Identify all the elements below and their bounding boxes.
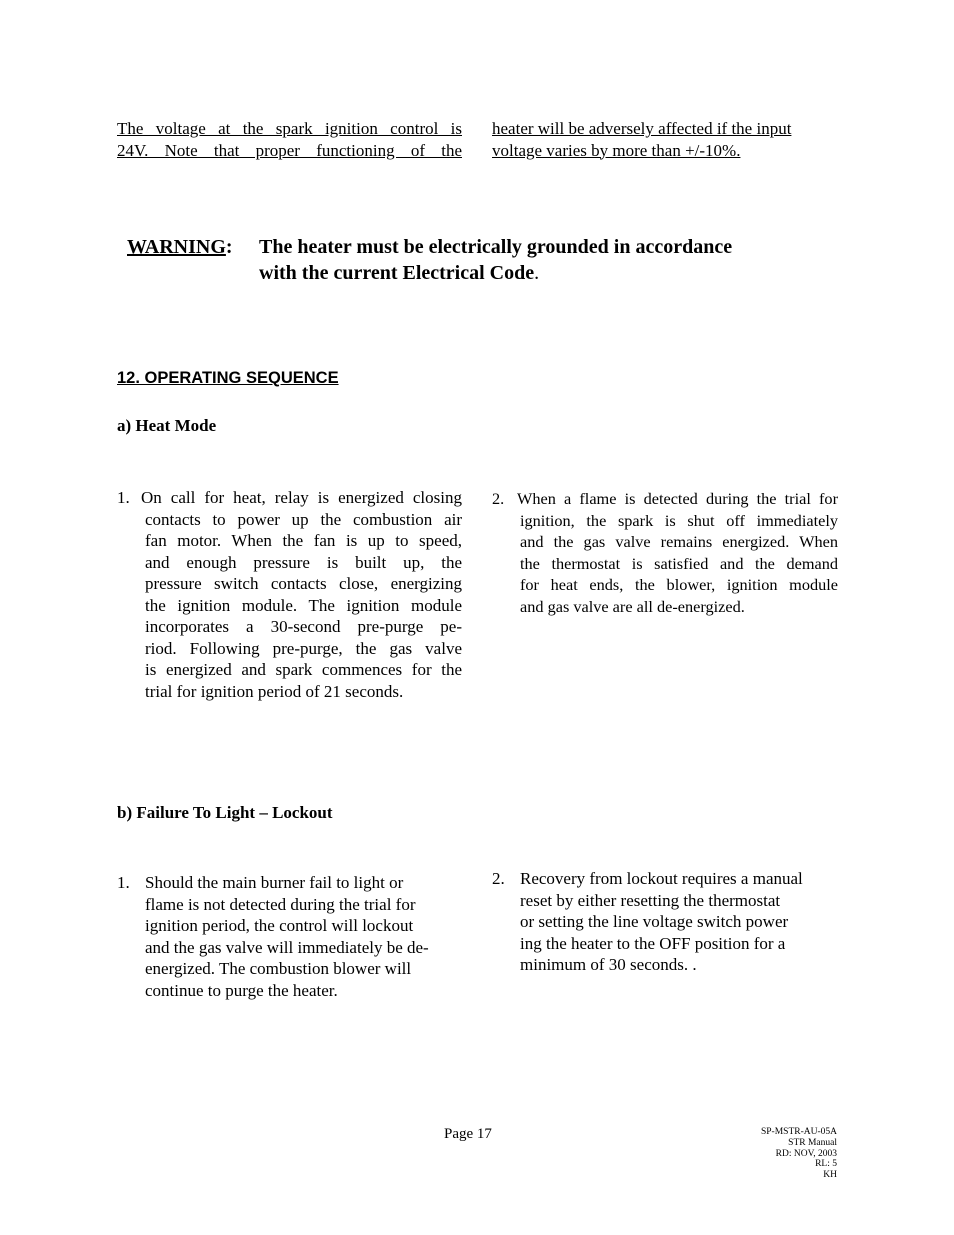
text-line: voltage varies by more than +/-10%.	[492, 140, 741, 160]
text-line: or setting the line voltage switch power	[520, 912, 789, 931]
text-line: ignition, the spark is shut off immediately	[520, 510, 838, 530]
text-line: energized. The combustion blower will	[145, 959, 412, 978]
text-line: reset by either resetting the thermostat	[520, 890, 781, 910]
warning-colon: :	[225, 236, 233, 258]
text-line: riod. Following pre-purge, the gas valve	[145, 638, 462, 658]
text-line: and gas valve are all de-energized.	[520, 596, 745, 616]
text-line: and the gas valve will immediately be de-	[145, 937, 429, 957]
page-number: Page 17	[444, 1126, 492, 1142]
text-line: minimum of 30 seconds. .	[520, 955, 697, 974]
list-number: 1.	[117, 488, 130, 507]
text-line: flame is not detected during the trial for	[145, 894, 416, 914]
text-line: Recovery from lockout requires a manual	[520, 869, 803, 888]
text-line: heater will be adversely affected if the input	[492, 119, 792, 138]
text-line: pressure switch contacts close, energizing	[145, 574, 462, 593]
doc-title: STR Manual	[788, 1137, 837, 1148]
list-number: 2.	[492, 869, 505, 888]
failure-item-1	[117, 872, 462, 1012]
text-line: trial for ignition period of 21 seconds.	[145, 681, 404, 701]
list-text	[520, 868, 838, 976]
doc-id: SP-MSTR-AU-05A	[760, 1127, 837, 1137]
text-line: the thermostat is satisfied and the demand	[520, 553, 838, 573]
top-paragraph-right	[492, 118, 837, 161]
doc-date: RD: NOV, 2003	[775, 1148, 837, 1159]
text-line: The voltage at the spark ignition control is	[117, 119, 462, 138]
text-line: the ignition module. The ignition module	[145, 595, 462, 615]
text-line: ing the heater to the OFF position for a	[520, 933, 786, 953]
text-line: incorporates a 30-second pre-purge pe-	[145, 617, 462, 636]
text-line: ignition period, the control will lockout	[145, 916, 414, 935]
text-line: fan motor. When the fan is up to speed,	[145, 531, 462, 550]
failure-heading: b) Failure To Light – Lockout	[117, 803, 333, 822]
text-line: contacts to power up the combustion air	[145, 509, 462, 529]
list-text	[142, 487, 462, 702]
warning-message	[259, 235, 859, 286]
warning-label	[127, 235, 233, 261]
text-line: On call for heat, relay is energized closing	[141, 488, 462, 507]
text-line: 24V. Note that proper functioning of the	[117, 140, 462, 160]
text-line: Should the main burner fail to light or	[145, 873, 404, 892]
heat-mode-item-1	[117, 487, 462, 707]
heat-mode-item-2	[492, 488, 838, 628]
text-line: for heat ends, the blower, ignition module	[520, 575, 838, 594]
doc-revision: RL: 5	[815, 1159, 837, 1170]
text-line: is energized and spark commences for the	[145, 660, 462, 679]
list-number: 2.	[492, 489, 505, 508]
section-title: 12. OPERATING SEQUENCE	[117, 369, 339, 387]
warning-word: WARNING	[127, 236, 226, 258]
list-text	[145, 872, 462, 1001]
list-number: 1.	[117, 873, 130, 892]
list-text	[517, 488, 838, 617]
top-paragraph-left	[117, 118, 462, 161]
text-line: and enough pressure is built up, the	[145, 552, 462, 572]
text-line: and the gas valve remains energized. When	[520, 532, 838, 551]
failure-item-2	[492, 868, 838, 988]
text-line: continue to purge the heater.	[145, 980, 338, 1000]
warning-line-2: with the current Electrical Code.	[259, 261, 540, 284]
heat-mode-heading: a) Heat Mode	[117, 416, 217, 435]
warning-line-1: The heater must be electrically grounded in accordance	[259, 236, 733, 258]
document-info	[700, 1127, 837, 1181]
text-line: When a flame is detected during the trial for	[517, 489, 838, 508]
doc-author: KH	[823, 1170, 837, 1181]
